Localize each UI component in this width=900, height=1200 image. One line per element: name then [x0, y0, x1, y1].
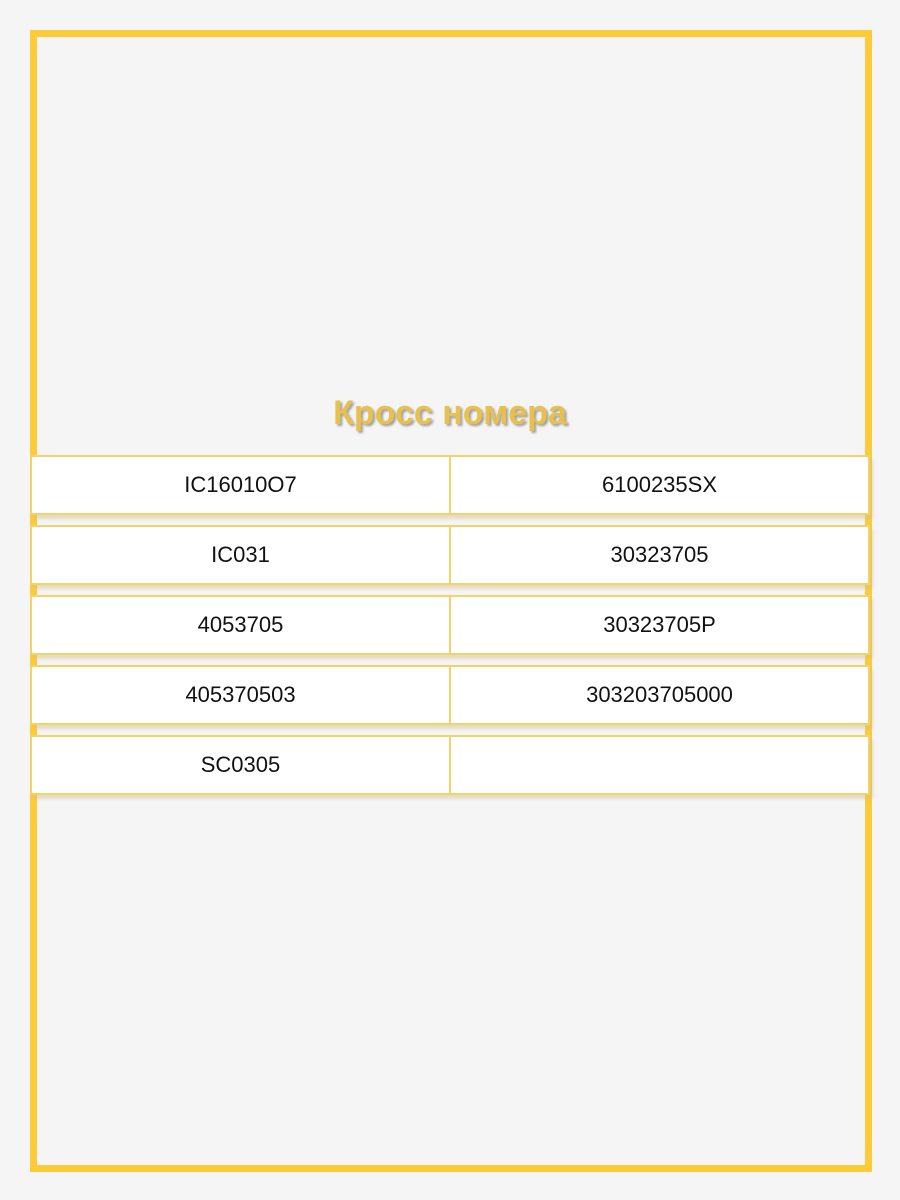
table-cell: IC031: [30, 525, 450, 585]
table-row: [30, 525, 870, 585]
table-cell: IC16010O7: [30, 455, 450, 515]
table-row: [30, 455, 870, 515]
table-cell: [450, 735, 870, 795]
table-cell: 30323705P: [450, 595, 870, 655]
table-cell: 4053705: [30, 595, 450, 655]
table-row: [30, 735, 870, 795]
table-cell: 303203705000: [450, 665, 870, 725]
page-title: Кросс номера: [333, 394, 567, 432]
table-row: [30, 595, 870, 655]
table-cell: 6100235SX: [450, 455, 870, 515]
table-row: [30, 665, 870, 725]
cross-numbers-table: [30, 455, 870, 805]
table-cell: 30323705: [450, 525, 870, 585]
table-cell: 405370503: [30, 665, 450, 725]
table-cell: SC0305: [30, 735, 450, 795]
